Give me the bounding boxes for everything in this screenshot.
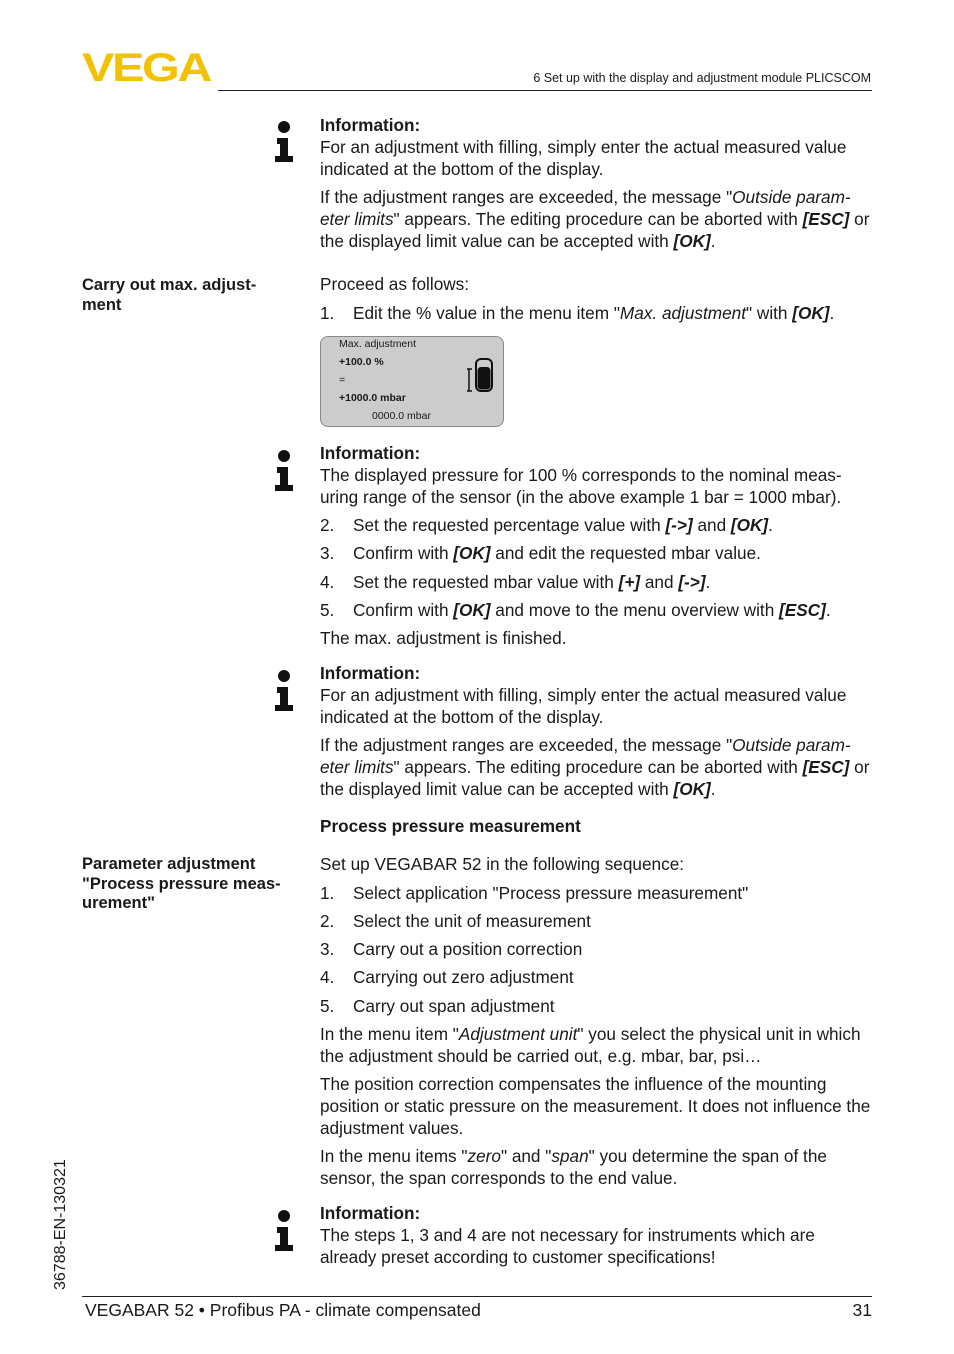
sequence-intro: Set up VEGABAR 52 in the following sequence: [320,854,685,874]
info-title: Information: [320,663,421,683]
logo-text: VEGA [82,50,212,84]
zero-span-text: In the menu items "zero" and "span" you determine the span of the sensor, the span corresponds to the end value. [320,1146,827,1188]
header-divider [218,90,872,91]
info-title: Information: [320,115,421,135]
page-number: 31 [852,1300,872,1320]
lcd-display [320,336,504,427]
info-block-3 [320,662,876,800]
info-text: The displayed pressure for 100 % corresponds to the nominal meas-uring range of the sensor (in the above example 1 bar = 1000 mbar). [320,465,842,507]
finished-text: The max. adjustment is finished. [320,628,567,648]
info-text-limits: If the adjustment ranges are exceeded, the message "Outside param-eter limits" appears. The editing procedure can be aborted with [ESC] or the displayed limit value can be accepted with [OK]. [320,735,870,799]
info-icon [272,449,296,493]
lcd-title: Max. adjustment [339,338,417,350]
side-label-parameter-adjustment: Parameter adjustment "Process pressure meas-urement" [82,855,281,912]
key-esc: [ESC] [802,209,850,229]
info-title: Information: [320,443,421,463]
key-esc: [ESC] [802,757,850,777]
container-level-icon [467,357,497,395]
info-icon [272,120,296,164]
side-label-max-adjustment: Carry out max. adjust-ment [82,276,257,314]
info-text: For an adjustment with filling, simply enter the actual measured value indicated at the bottom of the display. [320,137,847,179]
info-block-2 [320,442,876,508]
footer-title: VEGABAR 52 • Profibus PA - climate compensated [85,1300,481,1320]
lcd-percent: +100.0 % [339,356,384,368]
info-icon [272,669,296,713]
key-ok: [OK] [673,779,711,799]
position-correction-text: The position correction compensates the influence of the mounting position or static pressure on the measurement. It does not influence the adjustment values. [320,1074,871,1138]
section-heading: Process pressure measurement [320,816,581,836]
proceed-text: Proceed as follows: [320,274,470,294]
info-block-4 [320,1202,876,1268]
info-icon [272,1209,296,1253]
key-ok: [OK] [673,231,711,251]
vega-logo [82,50,212,84]
info-text-limits: If the adjustment ranges are exceeded, the message "Outside param-eter limits" appears. The editing procedure can be aborted with [ESC] or the displayed limit value can be accepted with [OK]. [320,187,870,251]
info-text: The steps 1, 3 and 4 are not necessary for instruments which are already preset according to customer specifications! [320,1225,815,1267]
adjustment-unit-text: In the menu item "Adjustment unit" you select the physical unit in which the adjustment should be carried out, e.g. mbar, bar, psi… [320,1024,861,1066]
lcd-equals: = [339,374,346,386]
info-text: For an adjustment with filling, simply enter the actual measured value indicated at the bottom of the display. [320,685,847,727]
lcd-pressure: +1000.0 mbar [339,392,406,404]
document-number: 36788-EN-130321 [52,1159,69,1290]
info-block-1 [320,114,876,252]
footer-divider [82,1296,872,1297]
lcd-measured-value: 0000.0 mbar [372,410,431,422]
info-title: Information: [320,1203,421,1223]
section-header: 6 Set up with the display and adjustment module PLICSCOM [533,71,871,85]
